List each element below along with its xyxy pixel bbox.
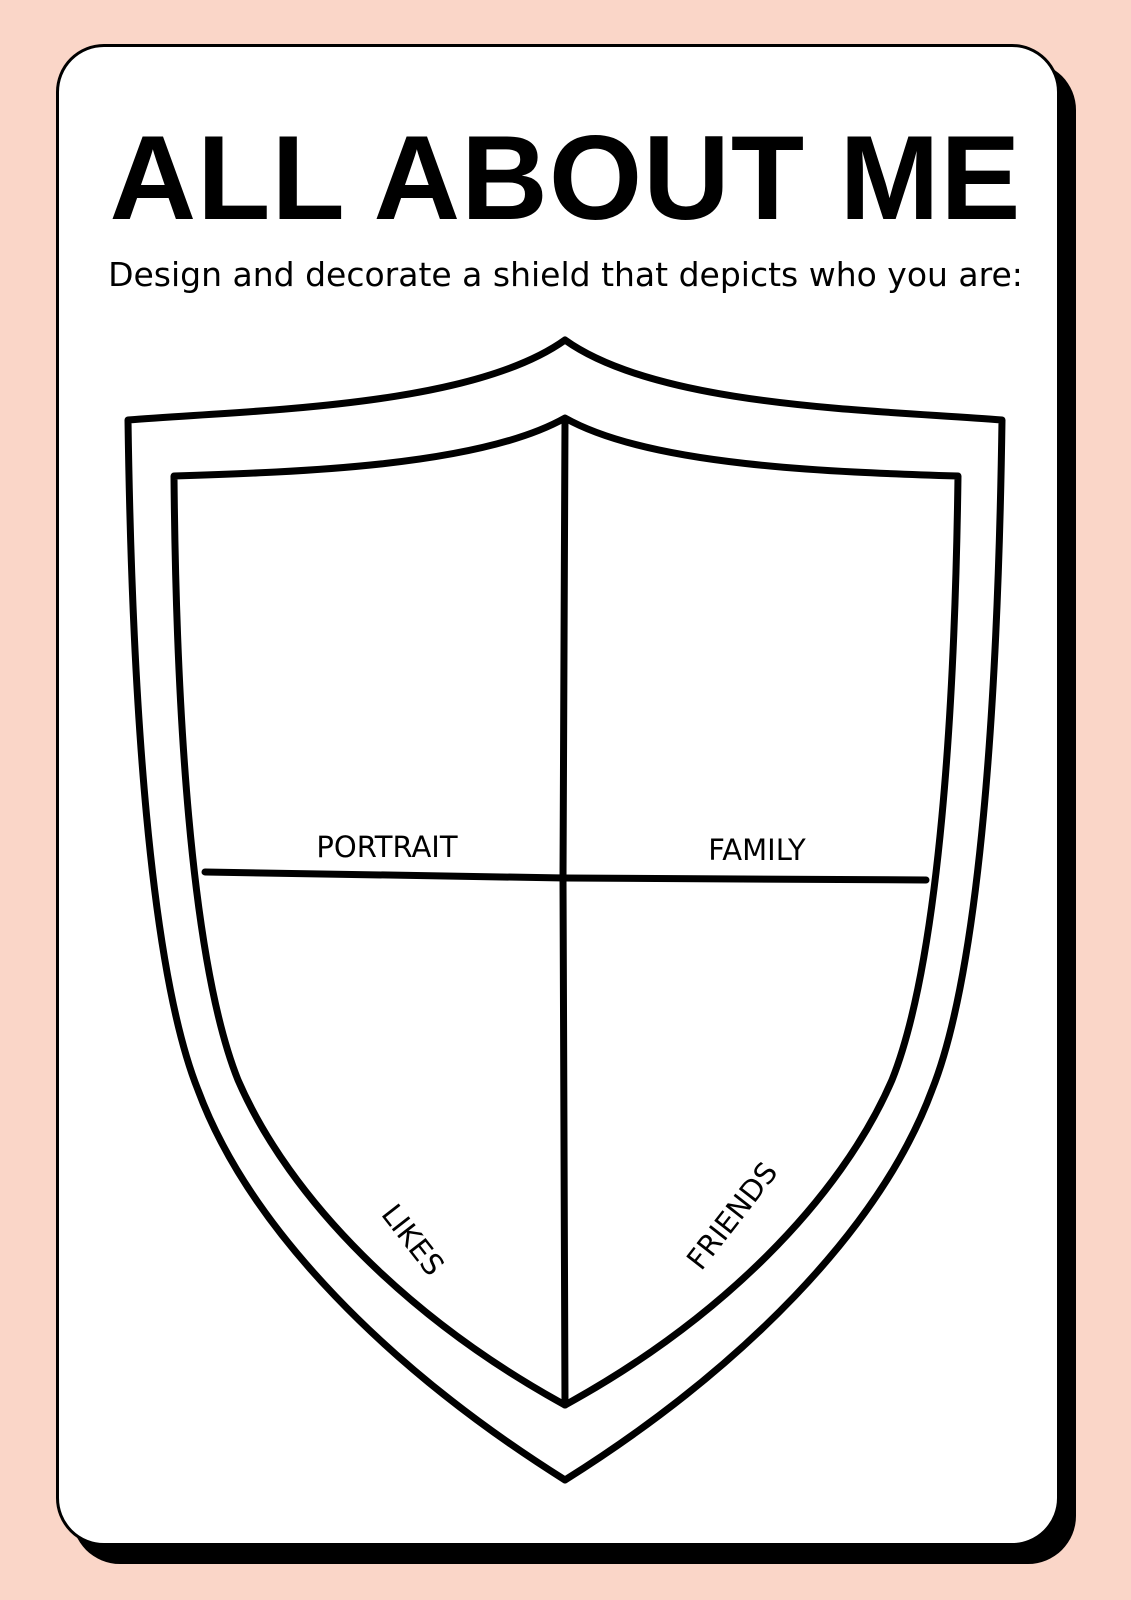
- section-label-friends: FRIENDS: [679, 1155, 785, 1277]
- section-label-likes: LIKES: [374, 1197, 452, 1283]
- page-title: ALL ABOUT ME: [109, 111, 1022, 245]
- shield-vertical-divider: [563, 420, 565, 1405]
- section-label-portrait: PORTRAIT: [316, 830, 458, 864]
- page-subtitle: Design and decorate a shield that depicts who you are:: [108, 255, 1023, 294]
- section-label-family: FAMILY: [708, 833, 806, 867]
